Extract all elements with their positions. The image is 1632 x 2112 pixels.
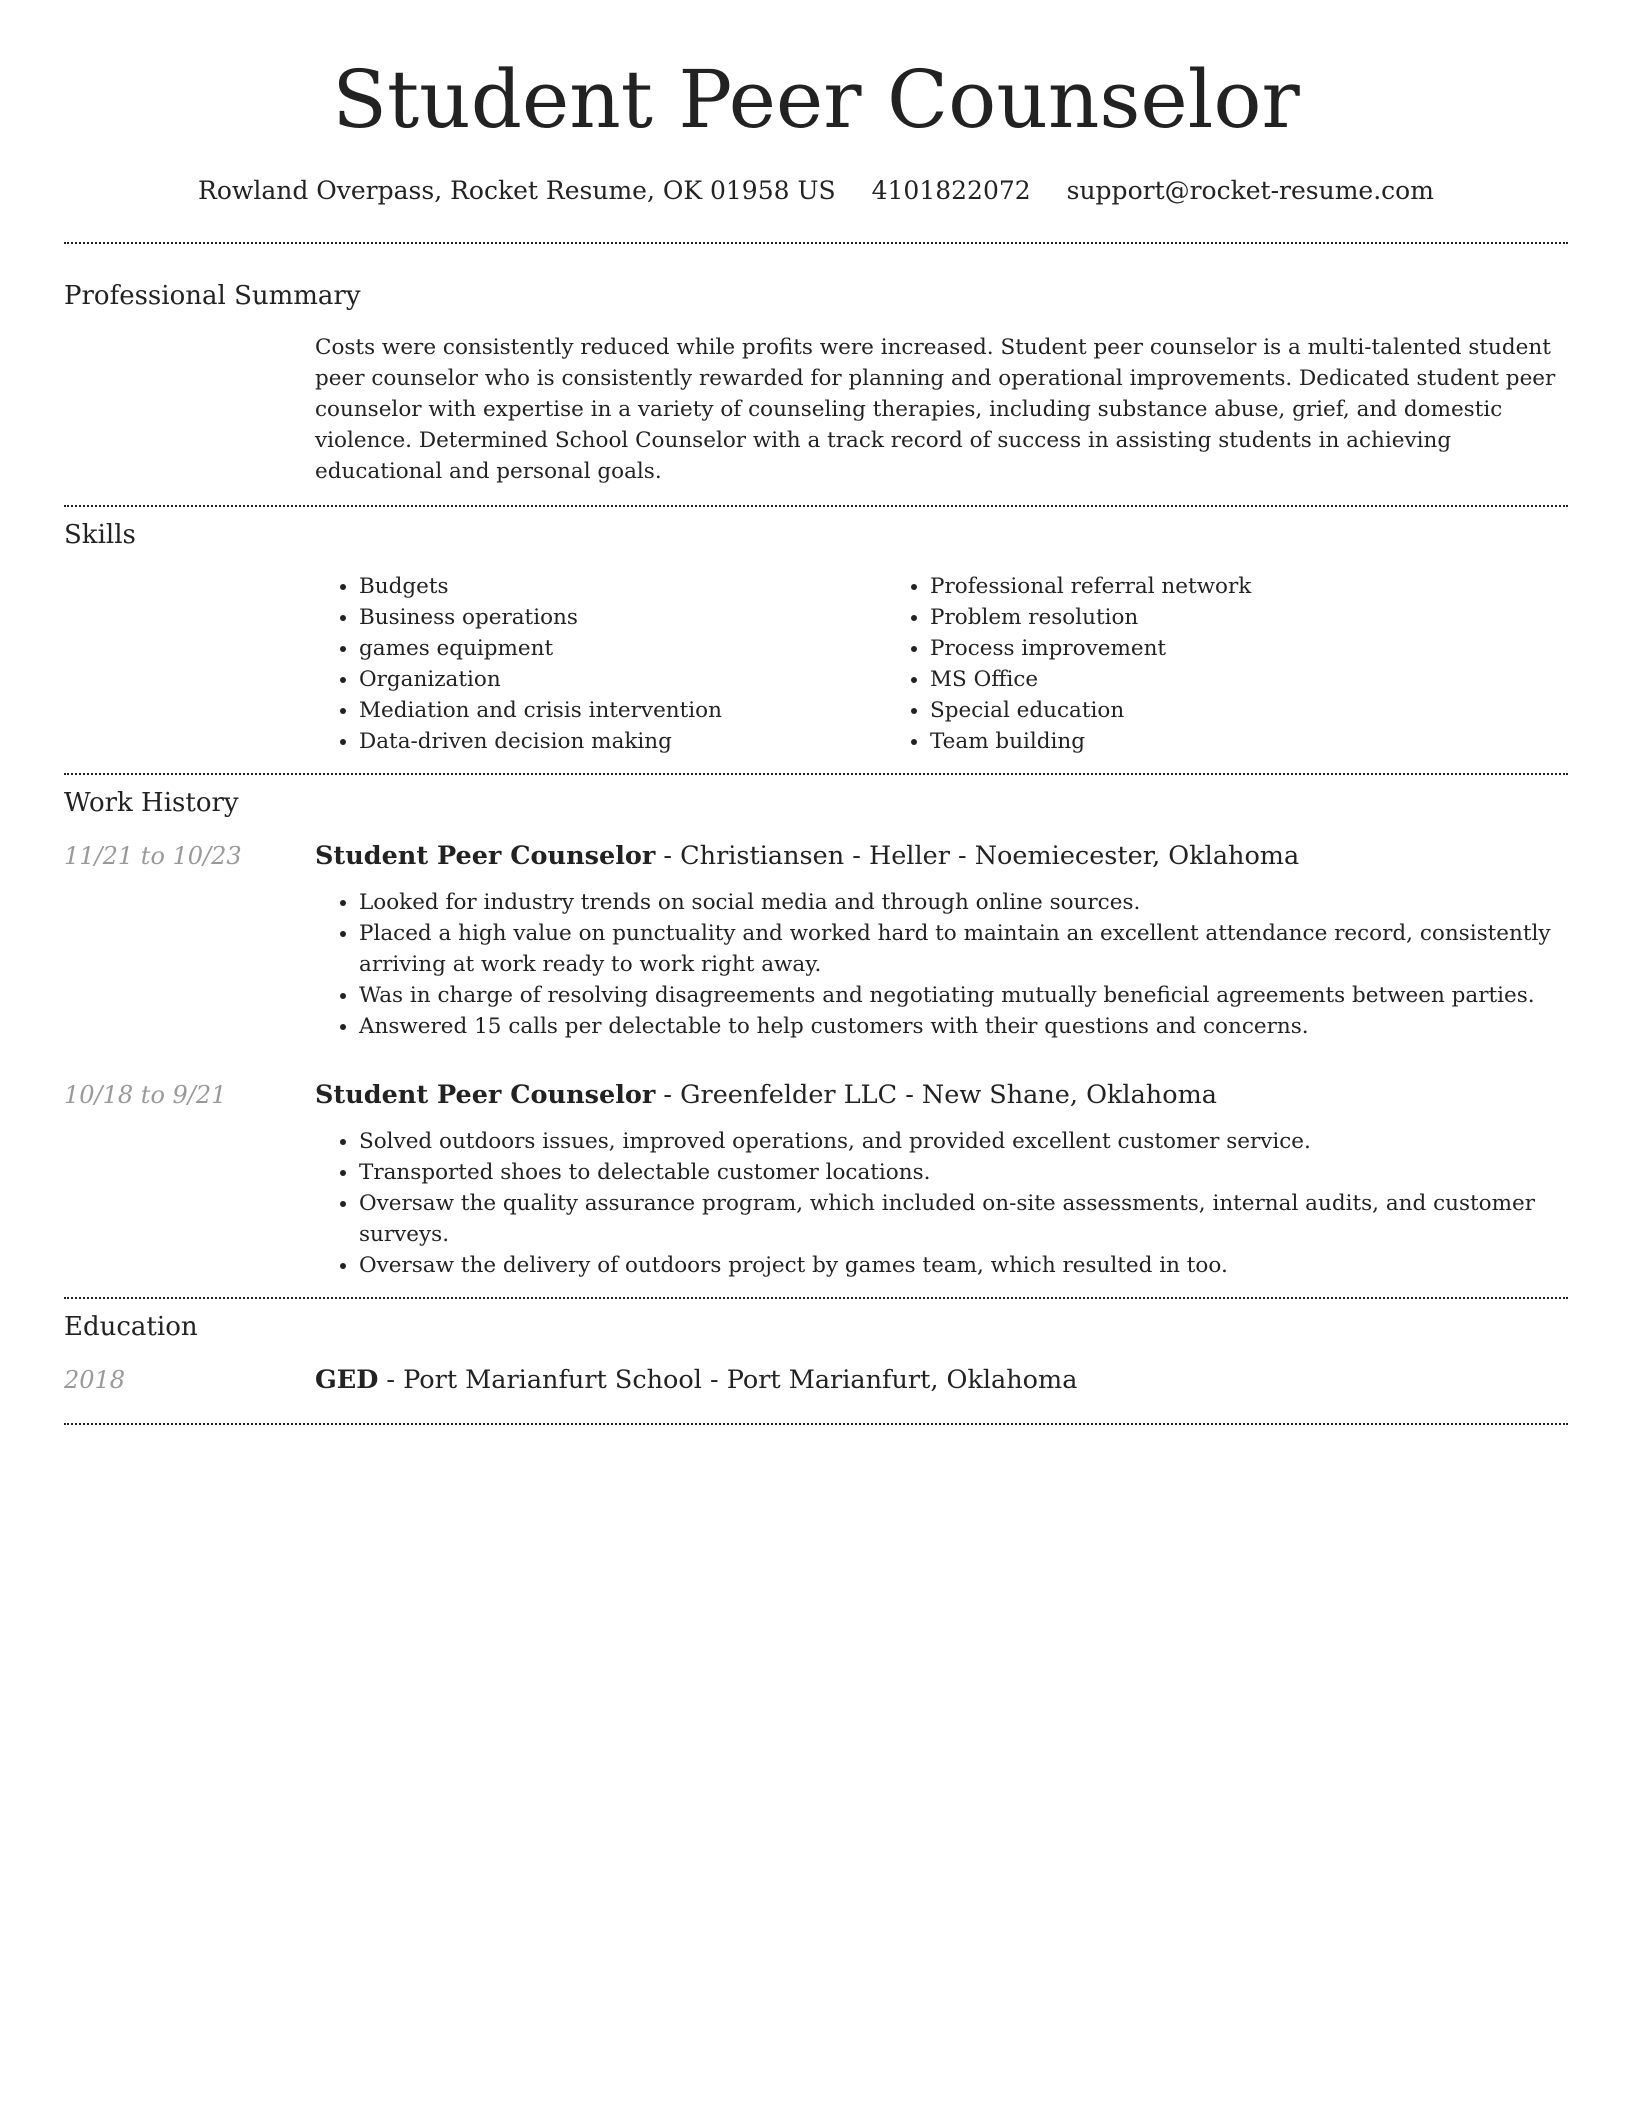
summary-text: Costs were consistently reduced while profits were increased. Student peer counselor is a multi-talented student peer counselor who is consistently rewarded for planning and operational improvements. Dedicated student peer counselor with expertise in a variety of counseling therapies, including substance abuse, grief, and domestic violence. Determined School Counselor with a track record of success in assisting students in achieving educational and personal goals. — [315, 335, 1556, 484]
education-year: 2018 — [64, 1366, 126, 1394]
job-bullets — [315, 1126, 1568, 1281]
skill-item: • Special education — [930, 695, 1457, 726]
job-bullet: • Was in charge of resolving disagreements and negotiating mutually beneficial agreements between parties. — [359, 980, 1568, 1011]
education-details: - Port Marianfurt School - Port Marianfurt, Oklahoma — [378, 1365, 1078, 1395]
education-divider — [64, 1423, 1568, 1425]
job-details: - Christiansen - Heller - Noemiecester, Oklahoma — [655, 841, 1300, 871]
skill-item: • Professional referral network — [930, 571, 1457, 602]
skill-item: • Organization — [359, 664, 886, 695]
resume-header — [64, 0, 1568, 208]
job-bullet: • Looked for industry trends on social media and through online sources. — [359, 887, 1568, 918]
skill-item: • Problem resolution — [930, 602, 1457, 633]
job-bullet: • Answered 15 calls per delectable to help customers with their questions and concerns. — [359, 1011, 1568, 1042]
skill-item: • Budgets — [359, 571, 886, 602]
job-bullets — [315, 887, 1568, 1042]
job-entry — [64, 839, 1568, 1042]
job-details: - Greenfelder LLC - New Shane, Oklahoma — [655, 1080, 1217, 1110]
email: support@rocket-resume.com — [1066, 176, 1434, 205]
skill-item: • MS Office — [930, 664, 1457, 695]
job-bullet: • Solved outdoors issues, improved operations, and provided excellent customer service. — [359, 1126, 1568, 1157]
job-role: Student Peer Counselor — [315, 841, 656, 871]
work-section — [64, 775, 1568, 1281]
education-section — [64, 1299, 1568, 1397]
summary-section — [64, 244, 1568, 505]
address: Rowland Overpass, Rocket Resume, OK 01958 US — [198, 176, 836, 205]
skills-title: Skills — [64, 520, 136, 550]
education-title-line — [315, 1363, 1568, 1397]
education-entry — [64, 1363, 1568, 1397]
skill-item: • Mediation and crisis intervention — [359, 695, 886, 726]
skill-item: • Process improvement — [930, 633, 1457, 664]
skills-list-1 — [315, 571, 886, 757]
job-role: Student Peer Counselor — [315, 1080, 656, 1110]
summary-title: Professional Summary — [64, 281, 361, 311]
job-title — [315, 1078, 1568, 1112]
contact-line — [64, 174, 1568, 208]
work-title: Work History — [64, 788, 239, 818]
job-bullet: • Placed a high value on punctuality and worked hard to maintain an excellent attendance record, consistently arriving at work ready to work right away. — [359, 918, 1568, 980]
skill-item: • Data-driven decision making — [359, 726, 886, 757]
job-bullet: • Oversaw the quality assurance program, which included on-site assessments, internal audits, and customer surveys. — [359, 1188, 1568, 1250]
job-dates: 11/21 to 10/23 — [64, 842, 242, 870]
job-entry — [64, 1078, 1568, 1281]
skill-item: • games equipment — [359, 633, 886, 664]
education-title: Education — [64, 1312, 198, 1342]
education-degree: GED — [315, 1365, 379, 1395]
skills-section — [64, 507, 1568, 773]
job-title — [315, 839, 1568, 873]
job-bullet: • Oversaw the delivery of outdoors project by games team, which resulted in too. — [359, 1250, 1568, 1281]
phone: 4101822072 — [871, 176, 1031, 205]
skills-list-2 — [886, 571, 1457, 757]
candidate-name: Student Peer Counselor — [332, 53, 1300, 146]
job-bullet: • Transported shoes to delectable customer locations. — [359, 1157, 1568, 1188]
job-dates: 10/18 to 9/21 — [64, 1081, 227, 1109]
skill-item: • Team building — [930, 726, 1457, 757]
skill-item: • Business operations — [359, 602, 886, 633]
